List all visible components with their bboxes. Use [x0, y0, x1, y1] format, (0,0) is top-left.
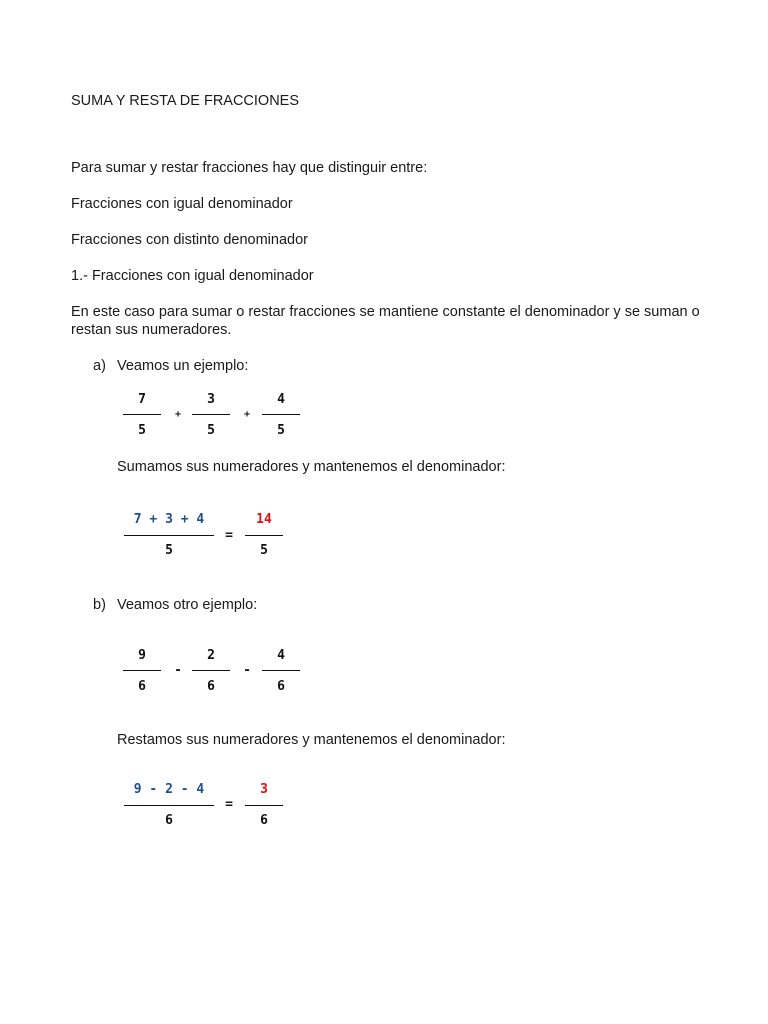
numerator-expression: 7 + 3 + 4: [133, 512, 205, 527]
intro-paragraph: Para sumar y restar fracciones hay que distinguir entre:: [71, 160, 428, 176]
fraction-bar: [245, 535, 283, 536]
result-a-value: [245, 512, 283, 560]
fraction-b1: [123, 648, 161, 696]
fraction-b2: [192, 648, 230, 696]
result-denominator: 6: [260, 813, 268, 828]
fraction-bar: [124, 535, 214, 536]
numerator: 7: [138, 392, 146, 407]
document-title: SUMA Y RESTA DE FRACCIONES: [71, 93, 300, 109]
result-b-fraction: [124, 782, 214, 830]
example-a-step-text: Sumamos sus numeradores y mantenemos el denominador:: [117, 459, 506, 475]
numerator: 2: [207, 648, 215, 663]
fraction-a2: [192, 392, 230, 440]
example-a-label: Veamos un ejemplo:: [117, 358, 249, 374]
equals-sign: =: [225, 528, 233, 543]
section-explanation: En este caso para sumar o restar fracciones se mantiene constante el denominador y se suman o restan sus numeradores.: [71, 304, 700, 338]
numerator-expression: 9 - 2 - 4: [133, 782, 205, 797]
fraction-b3: [262, 648, 300, 696]
denominator: 6: [165, 813, 173, 828]
result-numerator: 3: [260, 782, 268, 797]
fraction-bar: [123, 670, 161, 671]
fraction-bar: [262, 414, 300, 415]
result-numerator: 14: [256, 512, 272, 527]
minus-operator: -: [243, 663, 251, 678]
numerator: 4: [277, 648, 285, 663]
plus-operator: +: [243, 409, 251, 420]
fraction-bar: [245, 805, 283, 806]
denominator: 6: [277, 679, 285, 694]
equals-sign: =: [225, 797, 233, 812]
result-b-value: [245, 782, 283, 830]
example-b-marker: b): [93, 597, 106, 613]
result-denominator: 5: [260, 543, 268, 558]
fraction-bar: [124, 805, 214, 806]
fraction-bar: [192, 414, 230, 415]
numerator: 3: [207, 392, 215, 407]
fraction-bar: [262, 670, 300, 671]
fraction-a3: [262, 392, 300, 440]
example-b-label: Veamos otro ejemplo:: [117, 597, 258, 613]
section-heading: 1.- Fracciones con igual denominador: [71, 268, 314, 284]
minus-operator: -: [174, 663, 182, 678]
numerator: 4: [277, 392, 285, 407]
type-different-denominator: Fracciones con distinto denominador: [71, 232, 308, 248]
denominator: 5: [165, 543, 173, 558]
result-a-fraction: [124, 512, 214, 560]
plus-operator: +: [174, 409, 182, 420]
example-b-step-text: Restamos sus numeradores y mantenemos el denominador:: [117, 732, 506, 748]
denominator: 6: [138, 679, 146, 694]
denominator: 6: [207, 679, 215, 694]
fraction-bar: [192, 670, 230, 671]
denominator: 5: [277, 423, 285, 438]
fraction-bar: [123, 414, 161, 415]
denominator: 5: [207, 423, 215, 438]
type-equal-denominator: Fracciones con igual denominador: [71, 196, 293, 212]
denominator: 5: [138, 423, 146, 438]
numerator: 9: [138, 648, 146, 663]
fraction-a1: [123, 392, 161, 440]
example-a-marker: a): [93, 358, 106, 374]
